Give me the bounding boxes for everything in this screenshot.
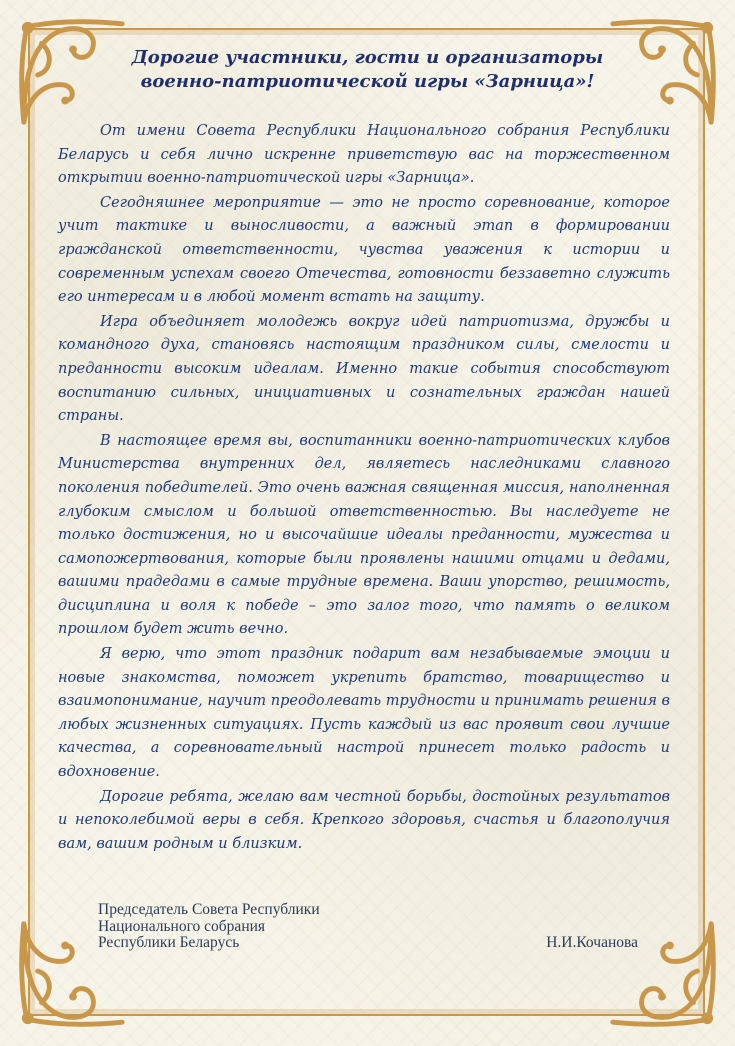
- paragraph: Дорогие ребята, желаю вам честной борьбы, достойных результатов и непоколебимой веры в себя. Крепкого здоровья, счастья и благополучия вам, вашим родным и близким.: [58, 788, 670, 852]
- signatory-position-line: Республики Беларусь: [98, 934, 240, 951]
- letter-body: [58, 120, 670, 857]
- letter-title: [120, 46, 615, 94]
- title-line: военно-патриотической игры «Зарница»!: [140, 71, 595, 92]
- ornament-corner-icon: [603, 14, 721, 132]
- paragraph: Сегодняшнее мероприятие — это не просто соревнование, которое учит тактике и выносливости, а важный этап в формировании гражданской ответственности, чувства уважения к истории и современным успехам своего Отечества, готовности беззаветно служить его интересам и в любой момент встать на защиту.: [58, 194, 670, 306]
- paragraph: Игра объединяет молодежь вокруг идей патриотизма, дружбы и командного духа, становясь настоящим праздником силы, смелости и преданности высоким идеалам. Именно такие события способствуют воспитанию сильных, инициативных и сознательных граждан нашей страны.: [58, 313, 670, 425]
- signatory-position-line: Председатель Совета Республики: [98, 901, 320, 918]
- signatory-position-line: Национального собрания: [98, 917, 266, 935]
- signature-block: [98, 902, 638, 952]
- paragraph: Я верю, что этот праздник подарит вам незабываемые эмоции и новые знакомства, поможет укрепить братство, товарищество и взаимопонимание, научит преодолевать трудности и принимать решения в любых жизненных ситуациях. Пусть каждый из вас проявит свои лучшие качества, а соревновательный настрой принесет только радость и вдохновение.: [58, 646, 670, 781]
- ornament-corner-icon: [14, 14, 132, 132]
- signatory-name: Н.И.Кочанова: [546, 934, 638, 951]
- title-line: Дорогие участники, гости и организаторы: [131, 47, 604, 68]
- paragraph: В настоящее время вы, воспитанники военно-патриотических клубов Министерства внутренних дел, являетесь наследниками славного поколения победителей. Это очень важная священная миссия, наполненная глубоким смыслом и большой ответственностью. Вы наследуете не только достижения, но и высочайшие идеалы преданности, мужества и самопожертвования, которые были проявлены нашими отцами и дедами, вашими прадедами в самые трудные времена. Ваши упорство, решимость, дисциплина и воля к победе – это залог того, что память о великом прошлом будет жить вечно.: [58, 432, 670, 638]
- paragraph: От имени Совета Республики Национального собрания Республики Беларусь и себя лично искренне приветствую вас на торжественном открытии военно-патриотической игры «Зарница».: [58, 123, 670, 187]
